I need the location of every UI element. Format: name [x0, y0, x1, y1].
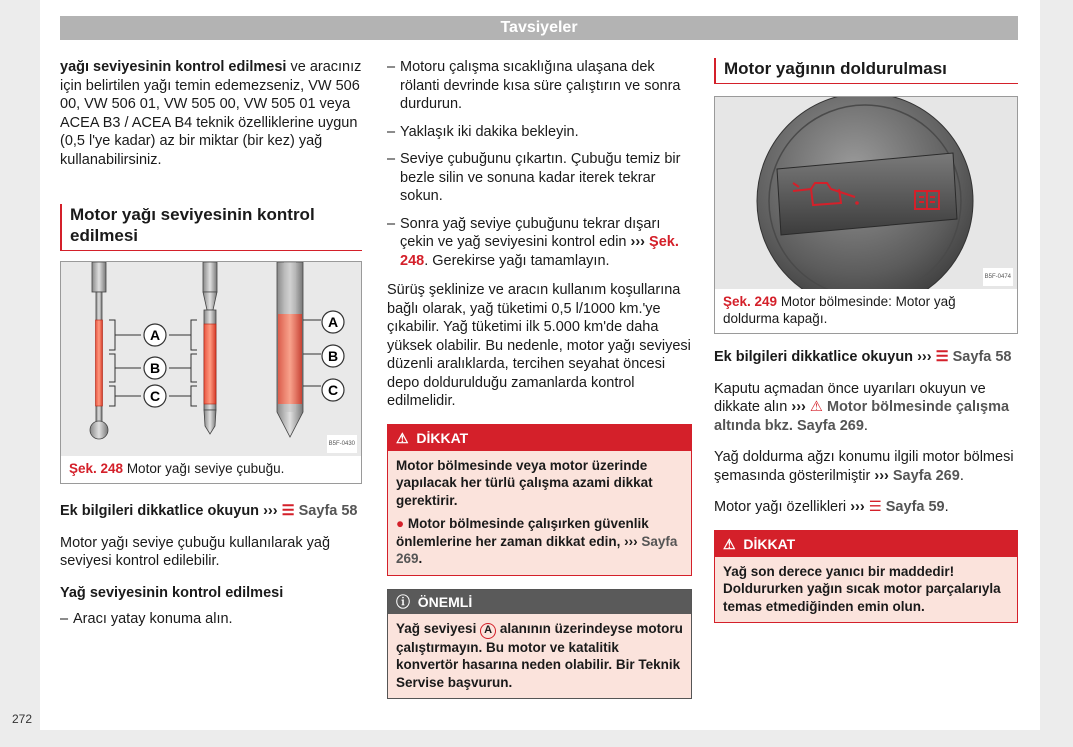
step-5-tail: . Gerekirse yağı tamamlayın. [424, 252, 610, 269]
caption-text: Motor yağı seviye çubuğu. [126, 461, 285, 476]
sub-title: Yağ seviyesinin kontrol edilmesi [60, 584, 284, 601]
circle-label-a: A [480, 623, 496, 639]
warning-title: DİKKAT [743, 535, 796, 552]
notice-post: alanının üzerindeyse motoru çalıştırmayın. Bu motor ve katalitik konvertör hasarına neden olabilir. Bir Teknik Servise başvurun. [396, 620, 683, 690]
paragraph-warnings [714, 380, 1018, 436]
step-1: – Aracı yatay konuma alın. [60, 611, 233, 627]
page-header: Tavsiyeler [60, 16, 1018, 40]
chevrons: ››› [874, 467, 889, 484]
column-1 [60, 58, 362, 638]
notice-pre: Yağ seviyesi [396, 620, 477, 636]
p1-tail: . [863, 417, 868, 434]
warning-text-1: Motor bölmesinde veya motor üzerinde yapılacak her türlü çalışma azami dikkat gerektirir. [396, 457, 653, 508]
figure-caption [61, 456, 361, 483]
page-ref-link[interactable]: Sayfa 59 [885, 499, 945, 515]
page-ref-link[interactable]: Sayfa 269 [892, 467, 960, 484]
paragraph-location [714, 448, 1018, 485]
step-2-text: Motoru çalışma sıcaklığına ulaşana dek rölanti devrinde kısa süre çalıştırın ve sonra durdurun. [400, 59, 681, 112]
step-5-text [400, 215, 692, 271]
step-1-text: Aracı yatay konuma alın. [73, 611, 233, 627]
intro-paragraph [60, 58, 362, 169]
label-a-right: A [327, 314, 339, 330]
read-info-line [714, 348, 1018, 367]
consumption-paragraph: Sürüş şeklinize ve aracın kullanım koşullarına bağlı olarak, yağ tüketimi 0,5 l/1000 km.'ye çıkabilir. Yağ tüketimi ilk 5.000 km'de daha yüksek olabilir. Bu nedenle, motor yağı seviyesi düzenli aralıklarda, tercihen seyahat öncesi depo doldurulduğu zamanlarda kontrol edilmelidir. [387, 282, 691, 409]
dipstick-drawing [61, 262, 361, 456]
label-b-right: B [327, 348, 339, 364]
book-icon: ☰ [868, 499, 882, 515]
label-c: C [149, 388, 161, 404]
label-a: A [149, 327, 161, 343]
paragraph-specs [714, 498, 1018, 517]
step-5-main: Sonra yağ seviye çubuğunu tekrar dışarı çekin ve yağ seviyesini kontrol edin [400, 215, 661, 250]
notice-box [387, 589, 692, 700]
step-3-text: Yaklaşık iki dakika bekleyin. [400, 123, 579, 140]
warning-body [388, 451, 691, 575]
warning-header [715, 531, 1017, 557]
bullet: ● [396, 516, 405, 531]
read-prefix: Ek bilgileri dikkatlice okuyun [60, 503, 260, 519]
notice-header [388, 590, 691, 614]
figure-ref-link[interactable]: Şek. 248 [400, 234, 679, 269]
oil-cap-drawing [715, 97, 1017, 289]
label-b: B [149, 360, 161, 376]
page-ref-link[interactable]: Sayfa 58 [298, 503, 358, 519]
p2-pre: Yağ doldurma ağzı konumu ilgili motor bölmesi şemasında gösterilmiştir [714, 449, 1014, 484]
page-number: 272 [12, 712, 33, 726]
step-4-text: Seviye çubuğunu çıkartın. Çubuğu temiz bir bezle silin ve sonuna kadar iterek tekrar sokun. [400, 151, 681, 204]
step-2: – Motoru çalışma sıcaklığına ulaşana dek rölanti devrinde kısa süre çalıştırın ve sonra durdurun. [387, 58, 692, 114]
figure-249 [714, 96, 1018, 334]
caption-text: Motor bölmesinde: Motor yağ doldurma kapağı. [723, 294, 956, 326]
p2-tail: . [959, 467, 964, 484]
chevrons: ››› [791, 399, 806, 415]
warning-tail: . [418, 551, 423, 566]
warning-box [387, 424, 692, 576]
p3-tail: . [944, 499, 949, 515]
p3-pre: Motor yağı özellikleri [714, 499, 847, 515]
figure-caption [715, 289, 1017, 333]
figure-code: B5F-0430 [327, 435, 357, 454]
warning-icon: ⚠ [809, 399, 823, 415]
warning-body: Yağ son derece yanıcı bir maddedir! Doldururken yağın sıcak motor parçalarıyla temas etmediğinden emin olun. [715, 557, 1017, 623]
chevrons: ››› [624, 533, 638, 549]
read-prefix: Ek bilgileri dikkatlice okuyun [714, 349, 914, 365]
book-icon: ☰ [281, 503, 295, 519]
oil-cap-illustration [715, 97, 1017, 289]
page-ref-link[interactable]: Sayfa 58 [952, 349, 1012, 365]
page-ref-link[interactable]: Motor bölmesinde çalışma altında bkz. Sayfa 269 [714, 399, 1010, 434]
p1-pre: Kaputu açmadan önce uyarıları okuyun ve dikkate alın [714, 380, 986, 415]
page-ref-link[interactable]: Sayfa 269 [396, 533, 678, 566]
section-title-oil-level: Motor yağı seviyesinin kontrol edilmesi [60, 204, 362, 251]
section-title-oil-fill: Motor yağının doldurulması [714, 58, 1018, 84]
warning-text-2 [396, 515, 683, 568]
warning-icon: ⚠ [396, 429, 409, 446]
notice-title: ÖNEMLİ [417, 593, 473, 610]
caption-label: Şek. 248 [69, 461, 124, 476]
step-5: – Sonra yağ seviye çubuğunu tekrar dışarı çekin ve yağ seviyesini kontrol edin ››› Şek. 248. Gerekirse yağı tamamlayın. [387, 215, 692, 271]
chevrons: ››› [917, 349, 932, 365]
label-c-right: C [327, 382, 339, 398]
chevrons: ››› [630, 234, 646, 250]
info-icon: ⓘ [396, 593, 410, 610]
step-3: – Yaklaşık iki dakika bekleyin. [387, 123, 579, 140]
warning-title: DİKKAT [416, 429, 469, 446]
warning-text-2-main: Motor bölmesinde çalışırken güvenlik önlemlerine her zaman dikkat edin, [396, 516, 649, 549]
intro-bold: yağı seviyesinin kontrol edilmesi [60, 59, 287, 75]
read-info-line [60, 502, 362, 521]
warning-header [388, 425, 691, 451]
figure-248 [60, 261, 362, 484]
chevrons: ››› [263, 503, 278, 519]
column-2 [387, 58, 692, 699]
chevrons: ››› [850, 499, 865, 515]
notice-body [388, 614, 691, 699]
column-3 [714, 58, 1018, 623]
dipstick-illustration [61, 262, 361, 456]
warning-box [714, 530, 1018, 624]
book-icon: ☰ [935, 349, 949, 365]
intro-rest: ve aracınız için belirtilen yağı temin edemezseniz, VW 506 00, VW 506 01, VW 505 00, VW 505 01 veya ACEA B3 / ACEA B4 teknik özelliklerine uygun (0,5 l'ye kadar) az bir miktar (bir kez) yağ kullanabilirsiniz. [60, 59, 362, 168]
figure-code: B5F-0474 [983, 268, 1013, 287]
step-4: – Seviye çubuğunu çıkartın. Çubuğu temiz bir bezle silin ve sonuna kadar iterek tekrar sokun. [387, 150, 692, 206]
body-paragraph: Motor yağı seviye çubuğu kullanılarak yağ seviyesi kontrol edilebilir. [60, 534, 331, 569]
caption-label: Şek. 249 [723, 294, 778, 309]
warning-icon: ⚠ [723, 535, 736, 552]
